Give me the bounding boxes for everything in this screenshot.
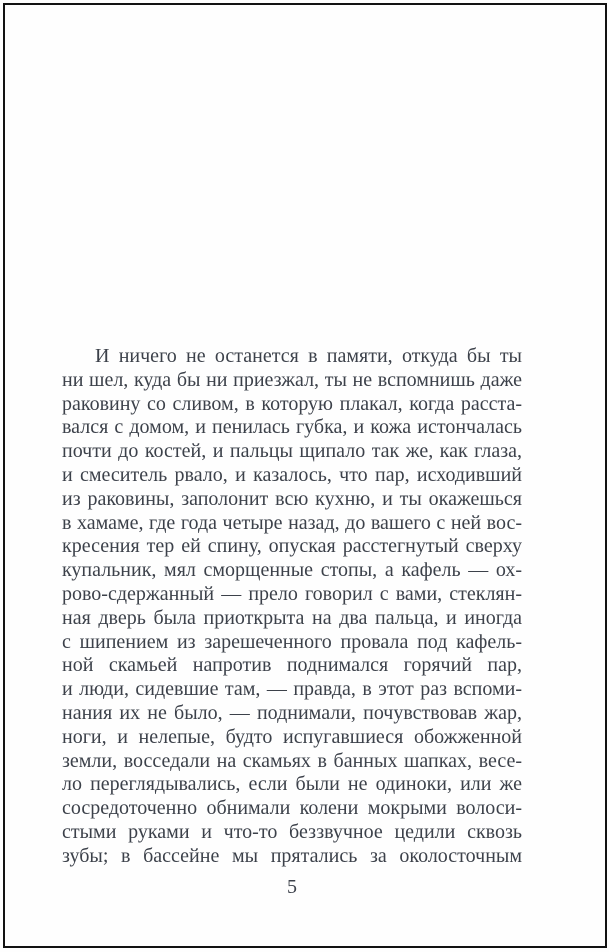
text-line: ной скамьей напротив поднимался горячий пар,: [62, 654, 522, 677]
text-line: земли, восседали на скамьях в банных шапках, весе-: [62, 749, 522, 772]
text-line: кресения тер ей спину, опуская расстегнутый сверху: [62, 535, 522, 558]
text-line: ло переглядывались, если были не одиноки, или же: [62, 773, 522, 796]
text-line: И ничего не останется в памяти, откуда бы ты: [95, 345, 522, 367]
page-number: 5: [287, 876, 297, 898]
text-line: ни шел, куда бы ни приезжал, ты не вспомнишь даже: [62, 368, 522, 391]
text-line: стыми руками и что-то беззвучное цедили сквозь: [62, 820, 522, 843]
text-line: зубы; в бассейне мы прятались за околосточным: [62, 844, 522, 867]
text-line: раковину со сливом, в которую плакал, когда расста-: [62, 392, 522, 415]
text-line: ноги, и нелепые, будто испугавшиеся обожженной: [62, 725, 522, 748]
text-line: ная дверь была приоткрыта на два пальца, и иногда: [62, 606, 522, 629]
text-line: в хамаме, где года четыре назад, до вашего с ней вос-: [62, 511, 522, 534]
text-line: вался с домом, и пенилась губка, и кожа истончалась: [62, 416, 522, 439]
text-line: и люди, сидевшие там, — правда, в этот раз вспоми-: [62, 678, 522, 701]
text-line: купальник, мял сморщенные стопы, а кафель — ох-: [62, 559, 522, 582]
text-line: сосредоточенно обнимали колени мокрыми волоси-: [62, 797, 522, 820]
text-line: и смеситель рвало, и казалось, что пар, исходивший: [62, 463, 522, 486]
text-line: почти до костей, и пальцы щипало так же, как глаза,: [62, 440, 522, 463]
text-line: нания их не было, — поднимали, почувствовав жар,: [62, 701, 522, 724]
body-text-block: [62, 345, 522, 869]
text-line: рово-сдержанный — прело говорил с вами, стеклян-: [62, 582, 522, 605]
text-line: из раковины, заполонит всю кухню, и ты окажешься: [62, 487, 522, 510]
text-line: с шипением из зарешеченного провала под кафель-: [62, 630, 522, 653]
